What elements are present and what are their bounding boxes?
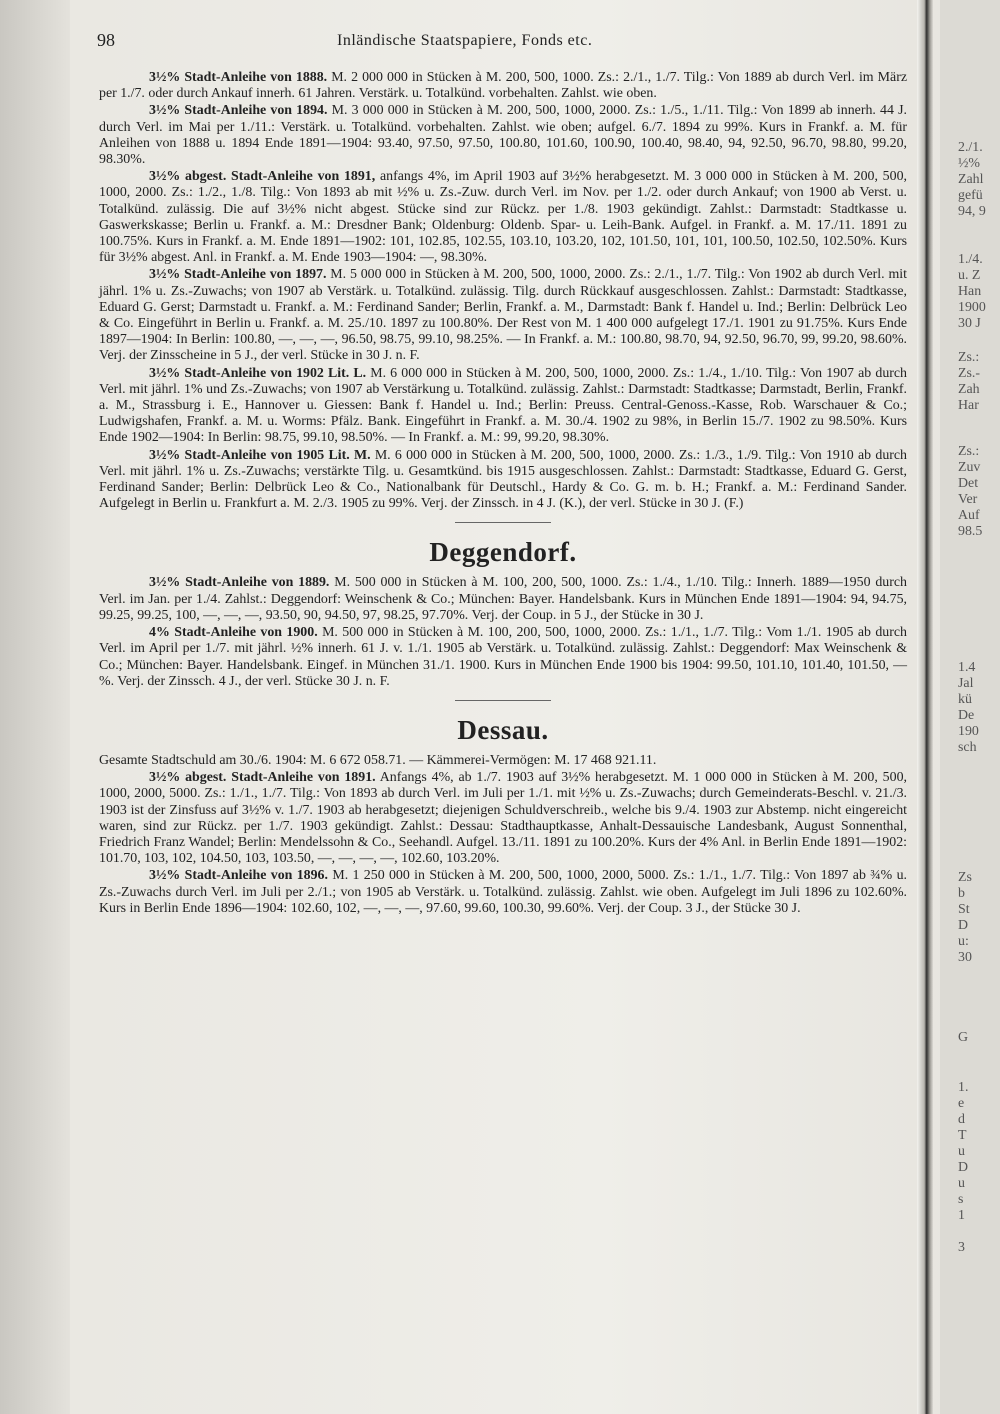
entry-body: M. 5 000 000 in Stücken à M. 200, 500, 1000, 2000. Zs.: 2./1., 1./7. Tilg.: Von 1902 ab durch Verl. mit jährl. 1% u. Zs.-Zuwachs; von 1907 ab Verstärk. u. Totalkünd. zulässig. Tilg. durch Rückkauf ausgeschlossen. Zahlst.: Darmstadt: Stadtkasse, Eduard G. Gerst; Darmstadt u. Frankf. a. M.: Ferdinand Sander; Berlin, Frankf. a. M., Darmstadt: Bank f. Handel u. Ind.; Berlin: Delbrück Leo & Co. Eingeführt in Berlin u. Frankf. a. M. 25./10. 1897 zu 100.80%. Der Rest von M. 1 400 000 aufgelegt 17./1. 1901 zu 91.75%. Kurs Ende 1897—1904: In Berlin: 100.80, —, —, —, 96.50, 98.75, 99.10, 98.25%. — In Frankf. a. M.: 100.80, 98.70, 94, 92.50, 96.70, 99, 99.20, 98.60%. Verj. der Zinsscheine in 5 J., der verl. Stücke in 30 J. n. F. bbox=[99, 267, 907, 364]
adjacent-page-fragment: sch bbox=[958, 740, 977, 755]
adjacent-page-edge bbox=[940, 0, 1000, 1414]
entry-title: 3½% Stadt-Anleihe von 1894. bbox=[149, 103, 328, 119]
entry-title: 3½% Stadt-Anleihe von 1889. bbox=[149, 575, 330, 591]
adjacent-page-fragment: De bbox=[958, 708, 975, 723]
adjacent-page-fragment: d bbox=[958, 1112, 965, 1127]
adjacent-page-fragment: 98.5 bbox=[958, 524, 983, 539]
entry bbox=[99, 103, 907, 168]
adjacent-page-fragment: 1900 bbox=[958, 300, 986, 315]
entry bbox=[99, 366, 907, 447]
adjacent-page-fragment: Har bbox=[958, 398, 979, 413]
entry bbox=[99, 575, 907, 624]
adjacent-page-fragment: Det bbox=[958, 476, 979, 491]
adjacent-page-fragment: Jal bbox=[958, 676, 974, 691]
adjacent-page-fragment: 94, 9 bbox=[958, 204, 986, 219]
section-divider bbox=[455, 700, 551, 701]
adjacent-page-fragment: Zs.- bbox=[958, 366, 980, 381]
adjacent-page-fragment: u: bbox=[958, 934, 969, 949]
entry bbox=[99, 70, 907, 102]
adjacent-page-fragment: T bbox=[958, 1128, 967, 1143]
entry-body: M. 6 000 000 in Stücken à M. 200, 500, 1000, 2000. Zs.: 1./3., 1./9. Tilg.: Von 1910 ab durch Verl. mit jährl. 1% u. Zs.-Zuwachs; verstärkte Tilg. u. Gesamtkünd. bis 1915 ausgeschlossen. Zahlst.: Darmstadt: Stadtkasse, Eduard G. Gerst, Ferdinand Sander; Berlin: Delbrück Leo & Co., Nationalbank für Deutschl., Hardy & Co. G. m. b. H.; Frankf. a. M.: Ferdinand Sander. Aufgelegt in Berlin u. Frankfurt a. M. 2./3. 1905 zu 99%. Verj. der Zinssch. in 4 J. (K.), der verl. Stücke in 30 J. (F.) bbox=[99, 447, 907, 512]
entry bbox=[99, 169, 907, 266]
entry-title: 3½% Stadt-Anleihe von 1902 Lit. L. bbox=[149, 365, 367, 381]
entry-title: 3½% Stadt-Anleihe von 1897. bbox=[149, 267, 327, 283]
entry-body: M. 1 250 000 in Stücken à M. 200, 500, 1000, 2000, 5000. Zs.: 1./1., 1./7. Tilg.: Von 1897 ab ¾% u. Zs.-Zuwachs durch Verl. im Juli per 2./1.; von 1905 ab Verstärk. u. Totalkünd. zulässig. Zahlst. wie oben. Aufgelegt im Juli 1896 zu 102.60%. Kurs in Berlin Ende 1896—1904: 102.60, 102, —, —, —, 97.60, 99.60, 100.30, 99.60%. Verj. der Coup. 3 J., der Stücke 30 J. bbox=[99, 868, 908, 916]
adjacent-page-fragment: u bbox=[958, 1176, 965, 1191]
entry-body: M. 6 000 000 in Stücken à M. 200, 500, 1000, 2000. Zs.: 1./4., 1./10. Tilg.: Von 1907 ab durch Verl. mit jährl. 1% und Zs.-Zuwachs; von 1907 ab Verstärkung u. Totalkünd. zulässig. Zahlst.: Darmstadt: Stadtkasse; Darmstadt, Berlin, Frankf. a. M., Strassburg i. E., Hannover u. Giessen: Bank f. Handel u. Ind.; Berlin: Preuss. Central-Genoss.-Kasse, Rob. Warschauer & Co.; Ludwigshafen, Frankf. a. M. u. Worms: Pfälz. Bank. Eingeführt in Frankf. a. M. 30./4. 1902 zu 98%, in Berlin 15./7. 1902 zu 98.50%. Kurs Ende 1902—1904: In Berlin: 98.75, 99.10, 98.50%. — In Frankf. a. M.: 99, 99.20, 98.30%. bbox=[99, 365, 907, 446]
adjacent-page-fragment: Han bbox=[958, 284, 982, 299]
section-summary: Gesamte Stadtschuld am 30./6. 1904: M. 6 672 058.71. — Kämmerei-Vermögen: M. 17 468 921.11. bbox=[99, 752, 657, 768]
entry-title: 4% Stadt-Anleihe von 1900. bbox=[149, 625, 318, 641]
adjacent-page-fragment: gefü bbox=[958, 188, 983, 203]
adjacent-page-fragment: 3 bbox=[958, 1240, 965, 1255]
adjacent-page-fragment: ½% bbox=[958, 156, 980, 171]
adjacent-page-fragment: G bbox=[958, 1030, 969, 1045]
adjacent-page-fragment: Ver bbox=[958, 492, 978, 507]
entry bbox=[99, 770, 907, 867]
entry-body: anfangs 4%, im April 1903 auf 3½% herabgesetzt. M. 3 000 000 in Stücken à M. 200, 500, 1000, 2000. Zs.: 1./2., 1./8. Tilg.: Von 1893 ab mit ½% u. Zs.-Zuw. durch Verl. im Nov. per 1./2. oder durch Ankauf; von 1900 ab Verst. u. Totalkünd. zulässig. Die auf 3½% nicht abgest. Stücke sind zur Rückz. per 1./8. 1903 gekündigt. Zahlst.: Darmstadt: Stadtkasse u. Gaswerkskasse; Berlin u. Frankf. a. M.: Dresdner Bank; Oldenburg: Oldenb. Spar- u. Leih-Bank. Aufgel. in Frankf. a. M. 17./11. 1891 zu 100.75%. Kurs in Frankf. a. M. Ende 1891—1902: 101, 102.85, 102.55, 103.10, 103.20, 102, 101.50, 101, 101, 100.50, 102.50, 102.50%. Kurs für 3½% abgest. Anl. in Frankf. a. M. Ende 1903—1904: —, 98.30%. bbox=[99, 169, 907, 266]
adjacent-page-fragment: e bbox=[958, 1096, 965, 1111]
adjacent-page-fragment: Auf bbox=[958, 508, 980, 523]
entry bbox=[99, 625, 907, 690]
section-divider bbox=[455, 522, 551, 523]
adjacent-page-fragment: u. Z bbox=[958, 268, 981, 283]
adjacent-page-fragment: St bbox=[958, 902, 970, 917]
adjacent-page-fragment: 1 bbox=[958, 1208, 965, 1223]
adjacent-page-fragment: Zs bbox=[958, 870, 972, 885]
adjacent-page-fragment: u bbox=[958, 1144, 965, 1159]
entry bbox=[99, 448, 907, 513]
adjacent-page-fragment: Zahl bbox=[958, 172, 984, 187]
book-gutter bbox=[917, 0, 933, 1414]
entry-body: M. 500 000 in Stücken à M. 100, 200, 500, 1000, 2000. Zs.: 1./1., 1./7. Tilg.: Vom 1./1. 1905 ab durch Verl. im April per 1./7. mit jährl. ½% innerh. 61 J. v. 1./1. 1905 ab Verstärk. u. Totalkünd. zulässig. Zahlst.: Deggendorf: Max Weinschenk & Co.; München: Bayer. Handelsbank. Eingef. in München 31./1. 1900. Kurs in München Ende 1900 bis 1904: 99.50, 101.10, 101.40, 101.50, —%. Verj. der Zinssch. 4 J., der verl. Stücke 30 J. n. F. bbox=[99, 625, 907, 689]
adjacent-page-fragment: s bbox=[958, 1192, 964, 1207]
adjacent-page-fragment: Zs.: bbox=[958, 444, 980, 459]
page-number: 98 bbox=[97, 30, 115, 50]
section-heading-dessau: Dessau. bbox=[457, 714, 549, 745]
adjacent-page-fragment: 2./1. bbox=[958, 140, 983, 155]
entry bbox=[99, 868, 907, 917]
entry-body: M. 500 000 in Stücken à M. 100, 200, 500, 1000. Zs.: 1./4., 1./10. Tilg.: Innerh. 1889—1950 durch Verl. im Jan. per 1./4. Zahlst.: Deggendorf: Weinschenk & Co.; München: Bayer. Handelsbank. Kurs in München Ende 1891—1904: 94, 94.75, 99.25, 99.25, 100, —, —, —, 93.50, 90, 94.50, 97, 98.25, 97.70%. Verj. der Coup. in 5 J., der Stücke in 30 J. bbox=[99, 575, 907, 623]
adjacent-page-fragment: D bbox=[958, 1160, 969, 1175]
adjacent-page-fragment: 30 bbox=[958, 950, 972, 965]
entry-title: 3½% abgest. Stadt-Anleihe von 1891. bbox=[149, 770, 376, 786]
entry bbox=[99, 267, 907, 364]
running-title: Inländische Staatspapiere, Fonds etc. bbox=[337, 32, 593, 49]
adjacent-page-fragment: Zah bbox=[958, 382, 980, 397]
main-column bbox=[99, 70, 907, 918]
adjacent-page-fragment: kü bbox=[958, 692, 972, 707]
adjacent-page-fragment: 1.4 bbox=[958, 660, 976, 675]
entry-body: M. 3 000 000 in Stücken à M. 200, 500, 1000, 2000. Zs.: 1./5., 1./11. Tilg.: Von 1899 ab innerh. 44 J. durch Verl. im Mai per 1./11.: Verstärk. u. Totalkünd. vorbehalten. Zahlst. wie oben; aufgel. 6./7. 1894 zu 99%. Kurs in Frankf. a. M. für Anleihen von 1888 u. 1894 Ende 1891—1904: 93.40, 97.50, 97.50, 100.80, 101.60, 100.90, 100.40, 98.40, 94, 92.50, 96.70, 98.80, 99.20, 98.30%. bbox=[99, 103, 907, 168]
adjacent-page-fragment: b bbox=[958, 886, 965, 901]
adjacent-page-fragment: D bbox=[958, 918, 969, 933]
adjacent-page-fragment: 1./4. bbox=[958, 252, 983, 267]
adjacent-page-fragment: Zs.: bbox=[958, 350, 980, 365]
entry-body: Anfangs 4%, ab 1./7. 1903 auf 3½% herabgesetzt. M. 1 000 000 in Stücken à M. 200, 500, 1000, 2000, 5000. Zs.: 1./1., 1./7. Tilg.: Von 1893 ab durch Verl. im Juli per 1./1. mit ½% u. Zs.-Zuwachs; durch Gemeinderats-Beschl. v. 21./3. 1903 ist der Zinsfuss auf 3½% v. 1./7. 1903 ab herabgesetzt; diejenigen Schuldverschreib., welche bis 9./4. 1903 zur Abstemp. nicht eingereicht waren, sind zur Rückz. per 1./7. 1903 gekündigt. Zahlst.: Dessau: Stadthauptkasse, Anhalt-Dessauische Landesbank, August Sonnenthal, Friedrich Franz Wandel; Berlin: Mendelssohn & Co., Seehandl. Aufgel. 13./11. 1891 zu 100.20%. Kurs der 4% Anl. in Berlin Ende 1891—1902: 101.70, 103, 102, 104.50, 103, 103.50, —, —, —, —, 102.60, 103.20%. bbox=[99, 770, 907, 867]
page-edge-shadow bbox=[0, 0, 70, 1414]
page-header bbox=[97, 30, 909, 56]
entry-title: 3½% Stadt-Anleihe von 1905 Lit. M. bbox=[149, 447, 371, 463]
adjacent-page-fragment: 30 J bbox=[958, 316, 981, 331]
adjacent-page-fragment: 190 bbox=[958, 724, 979, 739]
entry-title: 3½% abgest. Stadt-Anleihe von 1891, bbox=[149, 169, 376, 185]
adjacent-page-fragment: 1. bbox=[958, 1080, 969, 1095]
entry-title: 3½% Stadt-Anleihe von 1888. bbox=[149, 70, 328, 85]
adjacent-page-fragment: Zuv bbox=[958, 460, 981, 475]
section-heading-deggendorf: Deggendorf. bbox=[429, 537, 577, 568]
entry-body: M. 2 000 000 in Stücken à M. 200, 500, 1000. Zs.: 2./1., 1./7. Tilg.: Von 1889 ab durch Verl. im März per 1./7. oder durch Ankauf innerh. 61 Jahren. Verstärk. u. Totalkünd. vorbehalten. Zahlst. wie oben. bbox=[99, 70, 907, 102]
entry-title: 3½% Stadt-Anleihe von 1896. bbox=[149, 868, 328, 884]
